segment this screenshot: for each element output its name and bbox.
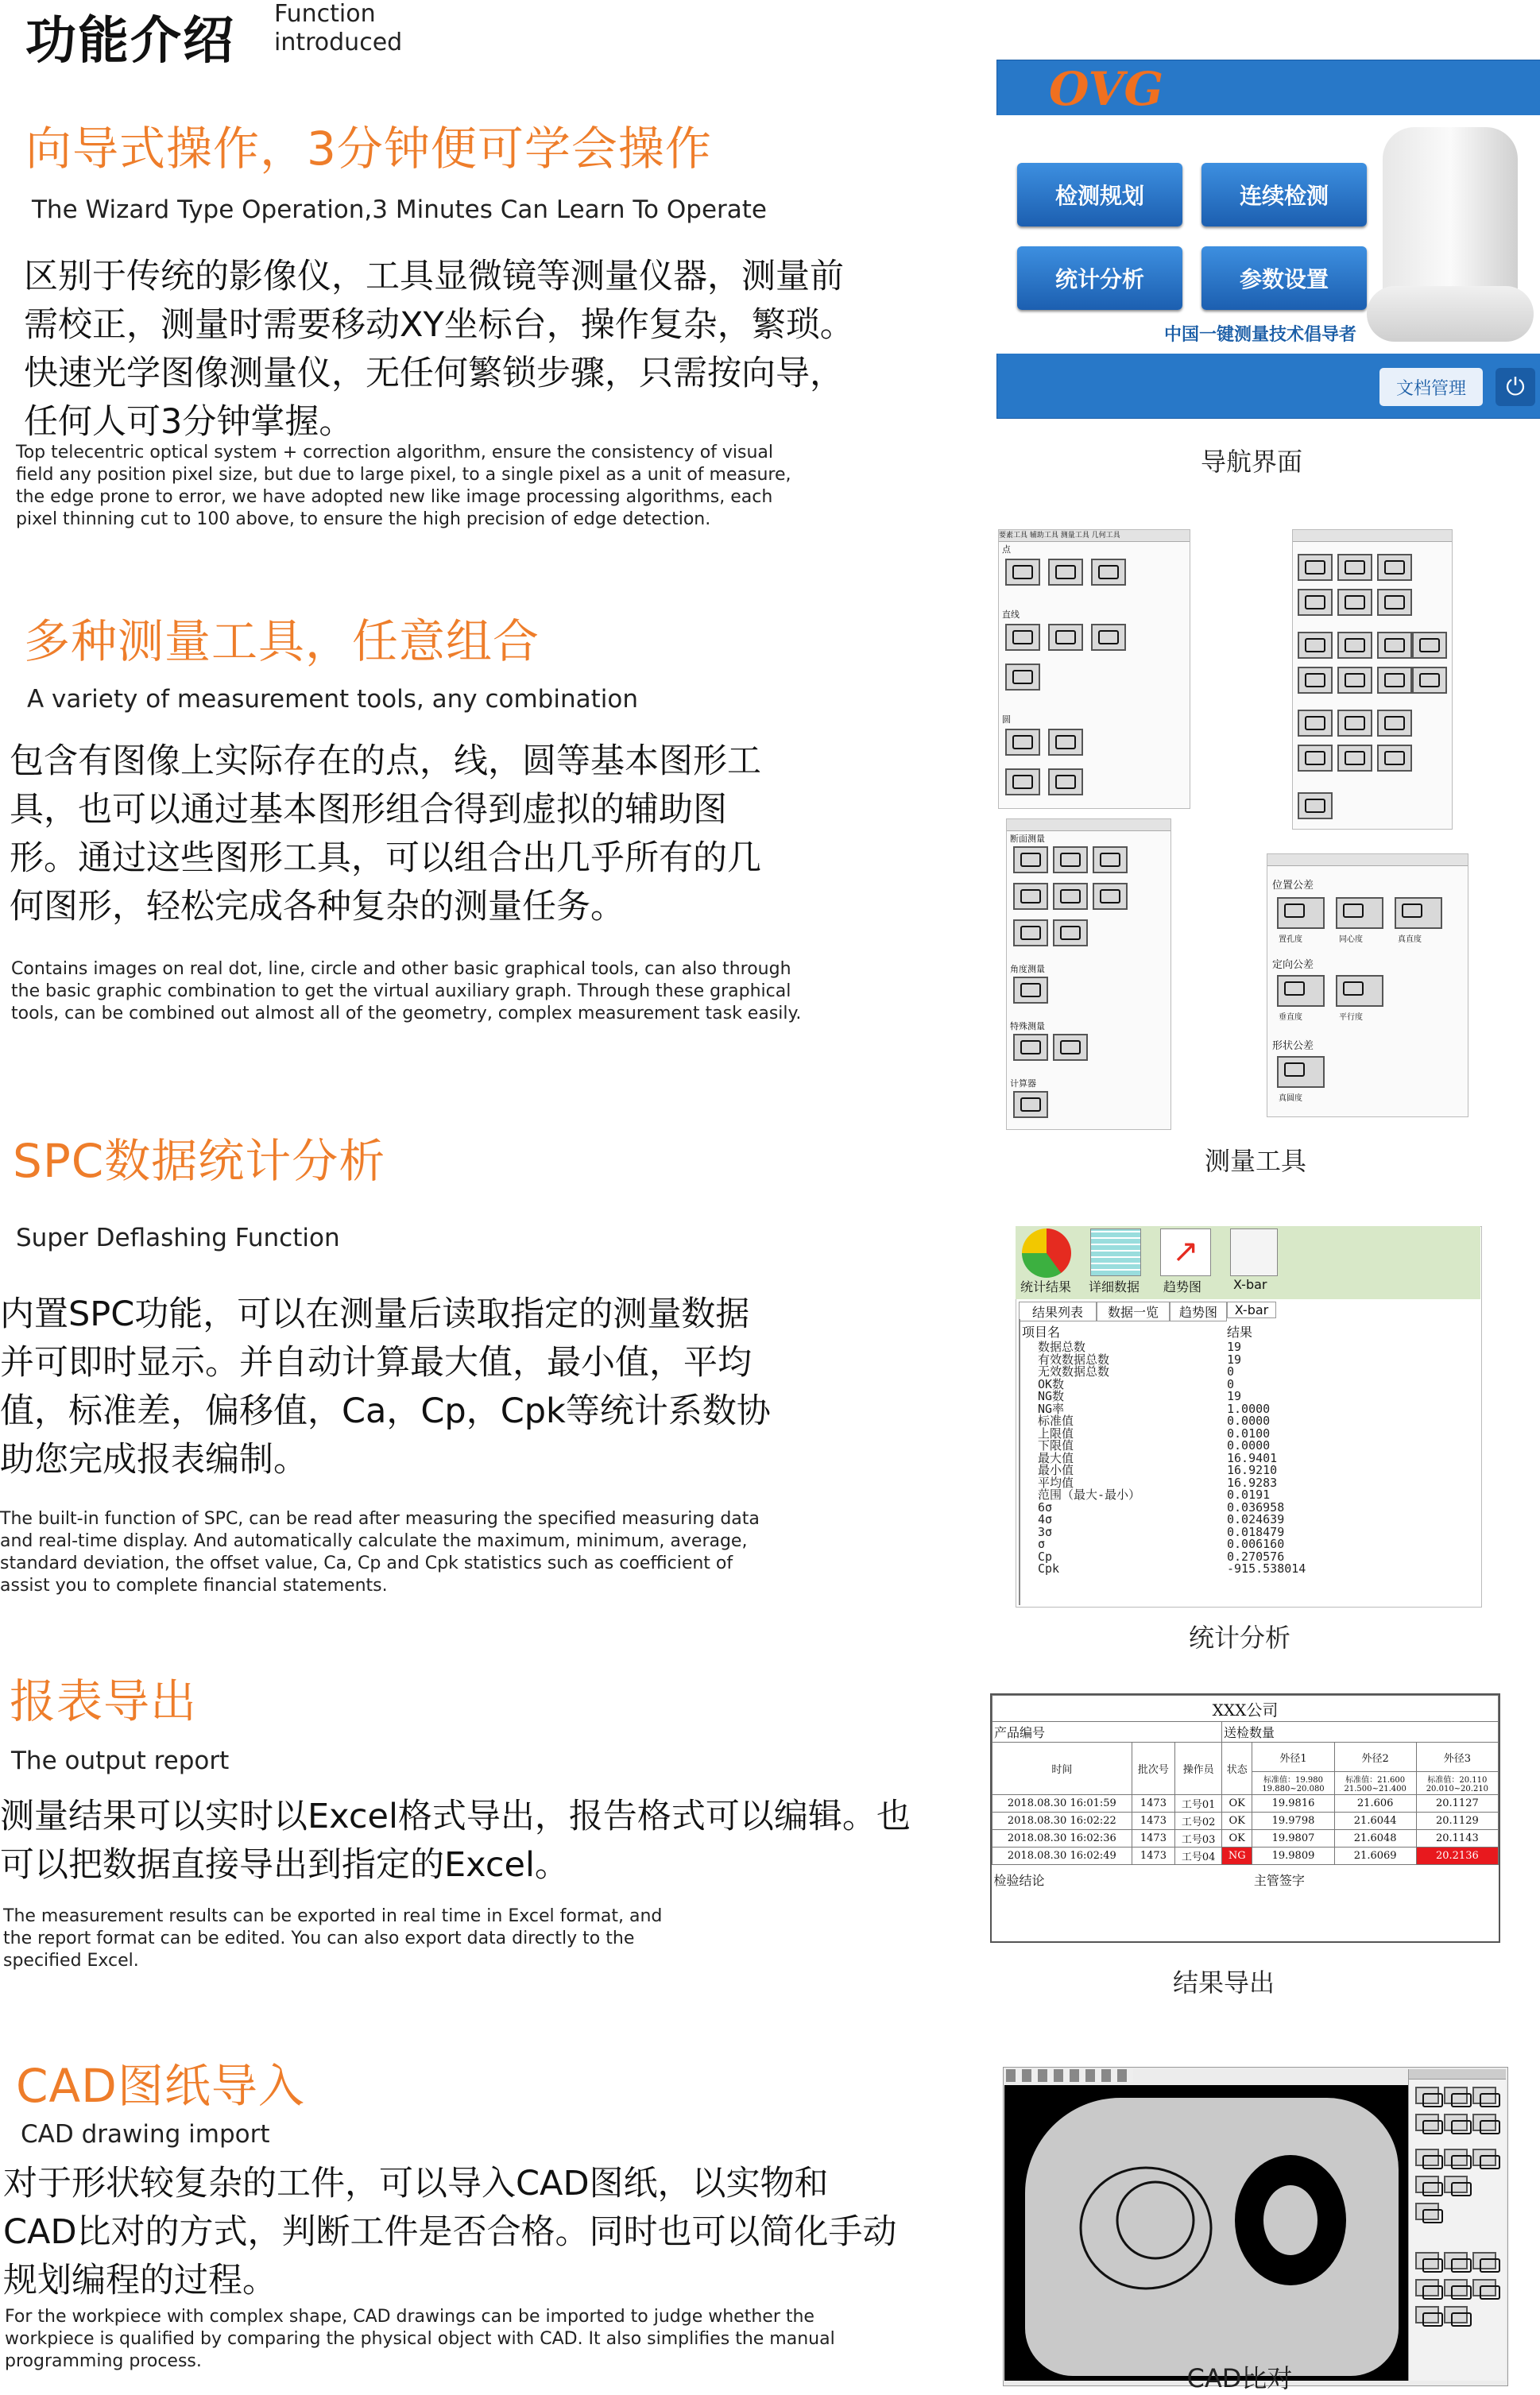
section-2-body <box>10 737 761 931</box>
table-cell: 19.9809 <box>1252 1848 1334 1865</box>
spc-row-name: 下限值 <box>1038 1438 1074 1453</box>
spc-row-name: 最小值 <box>1038 1463 1074 1477</box>
table-cell: 工号04 <box>1175 1848 1222 1865</box>
table-cell: 1473 <box>1132 1848 1174 1865</box>
measure-tool-icon[interactable] <box>1053 846 1088 873</box>
tool-peak-arc-icon[interactable] <box>1048 768 1083 795</box>
aux-tool-icon[interactable] <box>1412 632 1447 659</box>
section-4-en-line: specified Excel. <box>3 1951 139 1971</box>
report-rows <box>992 1795 1499 1865</box>
report-company: XXX公司 <box>992 1696 1499 1722</box>
cad-tool-sidebar <box>1408 2069 1506 2381</box>
aux-tool-icon[interactable] <box>1337 589 1372 616</box>
cad-overlay <box>1004 2085 1408 2381</box>
table-cell: NG <box>1222 1848 1252 1865</box>
spc-row-value: 0.018479 <box>1227 1524 1285 1539</box>
spc-row-name: NG数 <box>1038 1389 1065 1403</box>
section-3-body <box>0 1290 771 1484</box>
section-3-en-line: standard deviation, the offset value, Ca, Cp and Cpk statistics such as coefficient of <box>0 1553 733 1573</box>
spc-tab-trend[interactable]: 趋势图 <box>1170 1302 1227 1321</box>
tool-midpoint-icon[interactable] <box>1048 559 1083 586</box>
report-qty: 送检数量 <box>1222 1722 1499 1743</box>
caption-report: 结果导出 <box>1172 1967 1275 1998</box>
workpiece-hole <box>1263 2185 1318 2255</box>
report-header-od1: 外径1 <box>1252 1743 1334 1772</box>
report-header-time: 时间 <box>992 1743 1132 1795</box>
cad-tool-icon[interactable] <box>1472 2279 1496 2296</box>
table-cell: OK <box>1222 1830 1252 1848</box>
calculator-icon[interactable] <box>1013 1091 1048 1118</box>
section-3-en-line: and real-time display. And automatically calculate the maximum, minimum, average, <box>0 1531 748 1551</box>
tool-line-icon[interactable] <box>1005 624 1040 651</box>
cad-tool-icon[interactable] <box>1444 2087 1468 2104</box>
section-4-body-line: 测量结果可以实时以Excel格式导出，报告格式可以编辑。也 <box>0 1797 911 1836</box>
cad-inner-ring <box>1117 2182 1194 2258</box>
cad-tool-icon[interactable] <box>1472 2087 1496 2104</box>
cad-tool-icon[interactable] <box>1415 2149 1439 2166</box>
section-1-title: 向导式操作，3分钟便可学会操作 <box>25 122 712 176</box>
spc-row-value: 19 <box>1227 1352 1242 1367</box>
caption-nav: 导航界面 <box>1200 447 1302 477</box>
section-3-en-line: assist you to complete financial statements. <box>0 1576 388 1596</box>
table-cell: 1473 <box>1132 1830 1174 1848</box>
spc-row-value: 0 <box>1227 1364 1235 1379</box>
spc-row-value: 16.9283 <box>1227 1475 1278 1490</box>
section-2-en-line: the basic graphic combination to get the virtual auxiliary graph. Through these graphical <box>11 981 791 1001</box>
cad-sidebar-tabs[interactable] <box>1409 2069 1506 2080</box>
cad-tool-icon[interactable] <box>1415 2176 1439 2193</box>
tab-measure[interactable]: 测量工具 <box>1060 532 1089 540</box>
caption-spc: 统计分析 <box>1188 1623 1290 1653</box>
spc-row-value: 1.0000 <box>1227 1401 1271 1416</box>
group-label-orientation: 定向公差 <box>1272 959 1314 971</box>
special-tool-icon[interactable] <box>1053 1034 1088 1061</box>
section-3-body-line: 内置SPC功能，可以在测量后读取指定的测量数据 <box>0 1294 750 1334</box>
spc-btn-label-stats: 统计结果 <box>1020 1279 1072 1294</box>
aux-tool-icon[interactable] <box>1298 632 1333 659</box>
spc-row-name: 3σ <box>1038 1524 1053 1539</box>
group-label-calculator: 计算器 <box>1010 1078 1036 1089</box>
spc-row-value: 0.006160 <box>1227 1537 1285 1551</box>
aux-tool-icon[interactable] <box>1377 667 1412 694</box>
report-std-range: 20.010~20.210 <box>1426 1785 1489 1793</box>
position-tolerance-icon[interactable] <box>1277 897 1325 929</box>
spc-row-value: 0.0191 <box>1227 1488 1271 1502</box>
measure-tool-icon[interactable] <box>1053 919 1088 946</box>
table-row <box>992 1813 1499 1830</box>
table-cell: 1473 <box>1132 1813 1174 1830</box>
tool-point-icon[interactable] <box>1005 559 1040 586</box>
label-perpendicularity: 垂直度 <box>1279 1013 1302 1022</box>
section-2-body-en <box>11 958 801 1025</box>
spc-row-name: 最大值 <box>1038 1450 1074 1465</box>
section-3-body-line: 值，标准差，偏移值，Ca，Cp，Cpk等统计系数协 <box>0 1391 771 1431</box>
tool-peak-line-icon[interactable] <box>1048 624 1083 651</box>
cad-tool-icon[interactable] <box>1472 2149 1496 2166</box>
cad-tool-icon[interactable] <box>1415 2306 1439 2323</box>
caption-cad: CAD比对 <box>1186 2363 1293 2393</box>
section-2-subtitle: A variety of measurement tools, any combination <box>27 685 638 714</box>
spc-divider <box>1019 1319 1020 1605</box>
report-std-range: 21.500~21.400 <box>1344 1785 1407 1793</box>
spc-row-value: 19 <box>1227 1389 1242 1403</box>
table-row <box>992 1848 1499 1865</box>
tool-panel-measure-tabs <box>1007 819 1170 831</box>
report-header-od2: 外径2 <box>1334 1743 1416 1772</box>
spc-row-name: 6σ <box>1038 1499 1053 1515</box>
tool-panel-measure <box>1006 818 1171 1130</box>
page-title-en <box>274 0 402 57</box>
spc-btn-label-detail: 详细数据 <box>1089 1279 1140 1294</box>
cad-tool-icon[interactable] <box>1444 2252 1468 2269</box>
section-5-body-line: 规划编程的过程。 <box>3 2261 277 2300</box>
section-1-body <box>24 253 854 447</box>
power-icon[interactable]: ⏻ <box>1496 368 1535 406</box>
spc-row-name: σ <box>1038 1537 1046 1551</box>
table-cell: 21.6048 <box>1334 1830 1416 1848</box>
table-row <box>992 1795 1499 1813</box>
table-cell: 2018.08.30 16:02:49 <box>992 1848 1132 1865</box>
spc-row-value: 19 <box>1227 1340 1242 1354</box>
section-4-title: 报表导出 <box>10 1674 198 1728</box>
aux-tool-icon[interactable] <box>1337 554 1372 581</box>
cad-tool-icon[interactable] <box>1415 2087 1439 2104</box>
table-cell: 2018.08.30 16:02:22 <box>992 1813 1132 1830</box>
table-cell: 21.606 <box>1334 1795 1416 1813</box>
report-header-status: 状态 <box>1222 1743 1252 1795</box>
aux-tool-icon[interactable] <box>1298 792 1333 819</box>
table-cell: 20.1143 <box>1416 1830 1498 1848</box>
section-5-subtitle: CAD drawing import <box>21 2120 270 2149</box>
nav-button-settings[interactable]: 参数设置 <box>1201 246 1367 310</box>
label-position: 置孔度 <box>1279 935 1302 944</box>
section-1-body-line: 需校正，测量时需要移动XY坐标台，操作复杂，繁琐。 <box>24 305 854 345</box>
doc-management-button[interactable]: 文档管理 <box>1379 368 1483 406</box>
group-label-form: 形状公差 <box>1272 1040 1314 1052</box>
section-1-body-en <box>16 442 791 531</box>
section-3-body-line: 助您完成报表编制。 <box>0 1440 308 1480</box>
section-4-body <box>0 1793 911 1890</box>
cad-outer-ring <box>1081 2168 1211 2289</box>
spc-row-value: 16.9401 <box>1227 1450 1278 1465</box>
angle-tool-icon[interactable] <box>1013 977 1048 1004</box>
xbar-chart-icon[interactable] <box>1230 1228 1278 1276</box>
table-cell: 20.2136 <box>1416 1848 1498 1865</box>
aux-tool-icon[interactable] <box>1298 745 1333 772</box>
aux-tool-icon[interactable] <box>1377 710 1412 737</box>
spc-row-value: 16.9210 <box>1227 1463 1278 1477</box>
spc-tab-xbar[interactable]: X-bar <box>1227 1302 1276 1318</box>
report-std-value: 标准值：20.110 <box>1427 1776 1488 1785</box>
aux-tool-icon[interactable] <box>1298 667 1333 694</box>
spc-row-name: NG率 <box>1038 1401 1065 1416</box>
cad-tool-icon[interactable] <box>1415 2114 1439 2131</box>
group-label-point: 点 <box>1002 544 1011 555</box>
spc-btn-label-xbar: X-bar <box>1233 1277 1267 1292</box>
group-label-line: 直线 <box>1002 609 1020 620</box>
table-cell: 工号01 <box>1175 1795 1222 1813</box>
spc-row-value: 0.0100 <box>1227 1426 1271 1441</box>
report-std-range: 19.880~20.080 <box>1262 1785 1325 1793</box>
nav-button-plan[interactable]: 检测规划 <box>1017 163 1182 226</box>
perpendicularity-icon[interactable] <box>1277 975 1325 1007</box>
section-2-en-line: Contains images on real dot, line, circle and other basic graphical tools, can also through <box>11 959 791 979</box>
aux-tool-icon[interactable] <box>1298 710 1333 737</box>
report-screenshot <box>990 1693 1500 1943</box>
cad-tool-icon[interactable] <box>1415 2252 1439 2269</box>
spc-btn-label-trend: 趋势图 <box>1163 1279 1202 1294</box>
table-cell: 19.9798 <box>1252 1813 1334 1830</box>
table-cell: 2018.08.30 16:01:59 <box>992 1795 1132 1813</box>
section-3-title: SPC数据统计分析 <box>13 1134 386 1188</box>
aux-tool-icon[interactable] <box>1337 667 1372 694</box>
tab-elements[interactable]: 要素工具 <box>999 532 1028 540</box>
table-cell: 2018.08.30 16:02:36 <box>992 1830 1132 1848</box>
tool-extreme-point-icon[interactable] <box>1091 559 1126 586</box>
spc-row-name: 有效数据总数 <box>1038 1352 1110 1367</box>
tab-aux[interactable]: 辅助工具 <box>1029 532 1058 540</box>
section-3-body-en <box>0 1508 760 1597</box>
section-1-body-line: 区别于传统的影像仪，工具显微镜等测量仪器，测量前 <box>24 257 844 296</box>
spc-row-value: 0.0000 <box>1227 1414 1271 1428</box>
section-5-en-line: For the workpiece with complex shape, CAD drawings can be imported to judge whether the <box>5 2307 814 2327</box>
aux-tool-icon[interactable] <box>1377 589 1412 616</box>
section-4-body-line: 可以把数据直接导出到指定的Excel。 <box>0 1845 569 1885</box>
page-title: 功能介绍 <box>25 12 235 71</box>
spc-row-value: 0.036958 <box>1227 1499 1285 1515</box>
parallelism-icon[interactable] <box>1336 975 1383 1007</box>
roundness-icon[interactable] <box>1277 1056 1325 1088</box>
section-2-body-line: 具，也可以通过基本图形组合得到虚拟的辅助图 <box>10 790 727 830</box>
cad-toolbar[interactable] <box>1006 2069 1133 2082</box>
spc-item-values <box>1227 1341 1354 1576</box>
spc-row-value: 0.0000 <box>1227 1438 1271 1453</box>
section-1-en-line: the edge prone to error, we have adopted new like image processing algorithms, each <box>16 487 773 507</box>
section-1-subtitle: The Wizard Type Operation,3 Minutes Can Learn To Operate <box>32 195 767 224</box>
section-4-body-en <box>3 1906 662 1972</box>
tool-center-line-icon[interactable] <box>1091 624 1126 651</box>
section-5-body-line: 对于形状较复杂的工件，可以导入CAD图纸，以实物和 <box>3 2164 829 2203</box>
aux-tool-icon[interactable] <box>1337 710 1372 737</box>
table-cell: 19.9816 <box>1252 1795 1334 1813</box>
label-parallelism: 平行度 <box>1339 1013 1363 1022</box>
aux-tool-icon[interactable] <box>1298 554 1333 581</box>
spc-col-item: 项目名 <box>1022 1325 1061 1340</box>
section-1-en-line: pixel thinning cut to 100 above, to ensure the high precision of edge detection. <box>16 509 711 529</box>
spc-tab-data[interactable]: 数据一览 <box>1097 1302 1170 1321</box>
section-2-body-line: 形。通过这些图形工具，可以组合出几乎所有的几 <box>10 838 761 878</box>
section-1-en-line: field any position pixel size, but due to large pixel, to a single pixel as a unit of measure, <box>16 465 791 485</box>
measure-tool-icon[interactable] <box>1013 846 1048 873</box>
table-cell: 1473 <box>1132 1795 1174 1813</box>
section-2-body-line: 包含有图像上实际存在的点，线，圆等基本图形工 <box>10 741 761 781</box>
section-5-en-line: workpiece is qualified by comparing the physical object with CAD. It also simplifies the manual <box>5 2329 835 2349</box>
spc-row-value: 0.024639 <box>1227 1512 1285 1526</box>
spc-row-name: 平均值 <box>1038 1475 1074 1490</box>
nav-button-continuous[interactable]: 连续检测 <box>1201 163 1367 226</box>
nav-button-stats[interactable]: 统计分析 <box>1017 246 1182 310</box>
section-4-en-line: The measurement results can be exported in real time in Excel format, and <box>3 1906 663 1926</box>
spc-row-name: 范围（最大-最小） <box>1038 1488 1141 1502</box>
caption-tools: 测量工具 <box>1204 1146 1306 1176</box>
measure-tool-icon[interactable] <box>1093 846 1128 873</box>
section-2-title: 多种测量工具，任意组合 <box>24 614 540 668</box>
tool-peak-circle-icon[interactable] <box>1048 729 1083 756</box>
spc-row-name: 4σ <box>1038 1512 1053 1526</box>
report-std-od1 <box>1252 1772 1334 1795</box>
report-header-operator: 操作员 <box>1175 1743 1222 1795</box>
table-cell: 21.6069 <box>1334 1848 1416 1865</box>
aux-tool-icon[interactable] <box>1377 745 1412 772</box>
section-5-body <box>3 2160 897 2305</box>
tool-panel-geometry-tabs <box>1267 854 1468 866</box>
report-product-no: 产品编号 <box>992 1722 1222 1743</box>
tool-panel-elements <box>998 529 1190 809</box>
label-roundness: 真圆度 <box>1279 1094 1302 1103</box>
tool-arc-line-icon[interactable] <box>1005 664 1040 691</box>
report-std-od3 <box>1416 1772 1498 1795</box>
report-std-value: 标准值：19.980 <box>1263 1776 1323 1785</box>
measuring-machine-base <box>1367 286 1534 342</box>
section-4-subtitle: The output report <box>11 1747 230 1775</box>
cad-tool-icon[interactable] <box>1472 2114 1496 2131</box>
section-2-body-line: 何图形，轻松完成各种复杂的测量任务。 <box>10 887 625 927</box>
group-label-angle: 角度测量 <box>1010 964 1045 974</box>
report-header-od3: 外径3 <box>1416 1743 1498 1772</box>
ovg-logo: OVG <box>1049 62 1164 116</box>
section-5-en-line: programming process. <box>5 2351 202 2371</box>
section-4-en-line: the report format can be edited. You can also export data directly to the <box>3 1929 635 1948</box>
section-3-body-line: 并可即时显示。并自动计算最大值，最小值，平均 <box>0 1343 752 1383</box>
table-cell: 工号03 <box>1175 1830 1222 1848</box>
cad-tool-icon[interactable] <box>1444 2114 1468 2131</box>
table-cell: 20.1129 <box>1416 1813 1498 1830</box>
cad-tool-icon[interactable] <box>1415 2279 1439 2296</box>
table-cell: 20.1127 <box>1416 1795 1498 1813</box>
table-cell: 21.6044 <box>1334 1813 1416 1830</box>
tool-panel-aux-tabs <box>1293 530 1452 542</box>
detail-data-icon[interactable] <box>1090 1228 1141 1276</box>
report-header-batch: 批次号 <box>1132 1743 1174 1795</box>
spc-row-name: Cp <box>1038 1549 1053 1564</box>
measure-tool-icon[interactable] <box>1093 883 1128 910</box>
group-label-section: 断面测量 <box>1010 834 1045 844</box>
spc-item-names <box>1038 1341 1221 1576</box>
report-std-value: 标准值：21.600 <box>1345 1776 1406 1785</box>
report-table <box>992 1695 1499 1894</box>
table-row <box>992 1830 1499 1848</box>
table-cell: 工号02 <box>1175 1813 1222 1830</box>
group-label-special: 特殊测量 <box>1010 1021 1045 1031</box>
label-straightness: 真直度 <box>1398 935 1422 944</box>
spc-row-name: Cpk <box>1038 1561 1060 1576</box>
group-label-position: 位置公差 <box>1272 880 1314 892</box>
measure-tool-icon[interactable] <box>1013 883 1048 910</box>
tool-panel-aux <box>1292 529 1453 830</box>
trend-chart-icon[interactable]: ↗ <box>1160 1228 1211 1276</box>
section-1-body-line: 快速光学图像测量仪，无任何繁锁步骤，只需按向导， <box>24 354 844 393</box>
section-1-en-line: Top telecentric optical system + correction algorithm, ensure the consistency of visual <box>16 443 774 462</box>
aux-tool-icon[interactable] <box>1298 589 1333 616</box>
page-title-en-line1: Function <box>274 0 376 28</box>
spc-row-name: 上限值 <box>1038 1426 1074 1441</box>
section-2-en-line: tools, can be combined out almost all of the geometry, complex measurement task easily. <box>11 1004 802 1023</box>
cad-tool-icon[interactable] <box>1472 2252 1496 2269</box>
spc-row-value: 0 <box>1227 1376 1235 1391</box>
cad-tool-icon[interactable] <box>1415 2203 1439 2220</box>
section-5-body-line: CAD比对的方式，判断工件是否合格。同时也可以简化手动 <box>3 2212 897 2252</box>
group-label-circle: 圆 <box>1002 714 1011 725</box>
spc-row-name: OK数 <box>1038 1376 1065 1391</box>
tool-arc-icon[interactable] <box>1005 768 1040 795</box>
table-cell: 19.9807 <box>1252 1830 1334 1848</box>
report-conclusion: 检验结论 <box>993 1872 1045 1888</box>
tool-panel-geometry <box>1267 853 1468 1117</box>
section-5-title: CAD图纸导入 <box>16 2059 305 2113</box>
measure-tool-icon[interactable] <box>1053 883 1088 910</box>
spc-row-value: 0.270576 <box>1227 1549 1285 1564</box>
spc-row-value: -915.538014 <box>1227 1561 1306 1576</box>
aux-tool-icon[interactable] <box>1377 554 1412 581</box>
spc-tab-results[interactable]: 结果列表 <box>1019 1302 1097 1321</box>
table-cell: OK <box>1222 1795 1252 1813</box>
aux-tool-icon[interactable] <box>1377 632 1412 659</box>
spc-row-name: 无效数据总数 <box>1038 1364 1110 1379</box>
tool-panel-tabs <box>999 530 1190 542</box>
cad-tool-icon[interactable] <box>1444 2176 1468 2193</box>
straightness-icon[interactable] <box>1395 897 1442 929</box>
section-3-subtitle: Super Deflashing Function <box>16 1224 340 1252</box>
cad-tool-icon[interactable] <box>1444 2149 1468 2166</box>
measure-tool-icon[interactable] <box>1013 919 1048 946</box>
tool-circle-icon[interactable] <box>1005 729 1040 756</box>
section-5-body-en <box>5 2306 835 2373</box>
section-3-en-line: The built-in function of SPC, can be read after measuring the specified measuring data <box>0 1509 760 1529</box>
spc-col-result: 结果 <box>1227 1325 1253 1340</box>
tab-geometry[interactable]: 几何工具 <box>1091 532 1120 540</box>
pie-chart-icon[interactable] <box>1022 1228 1071 1278</box>
special-tool-icon[interactable] <box>1013 1034 1048 1061</box>
label-concentricity: 同心度 <box>1339 935 1363 944</box>
report-signature: 主管签字 <box>1253 1872 1305 1888</box>
table-cell: OK <box>1222 1813 1252 1830</box>
aux-tool-icon[interactable] <box>1412 667 1447 694</box>
spc-row-name: 标准值 <box>1038 1414 1074 1428</box>
nav-slogan: 中国一键测量技术倡导者 <box>1164 325 1357 345</box>
aux-tool-icon[interactable] <box>1337 745 1372 772</box>
cad-tool-icon[interactable] <box>1444 2279 1468 2296</box>
cad-tool-icon[interactable] <box>1444 2306 1468 2323</box>
concentricity-icon[interactable] <box>1336 897 1383 929</box>
aux-tool-icon[interactable] <box>1337 632 1372 659</box>
spc-row-name: 数据总数 <box>1038 1340 1086 1354</box>
page-title-en-line2: introduced <box>274 29 403 56</box>
section-1-body-line: 任何人可3分钟掌握。 <box>24 402 354 442</box>
report-std-od2 <box>1334 1772 1416 1795</box>
